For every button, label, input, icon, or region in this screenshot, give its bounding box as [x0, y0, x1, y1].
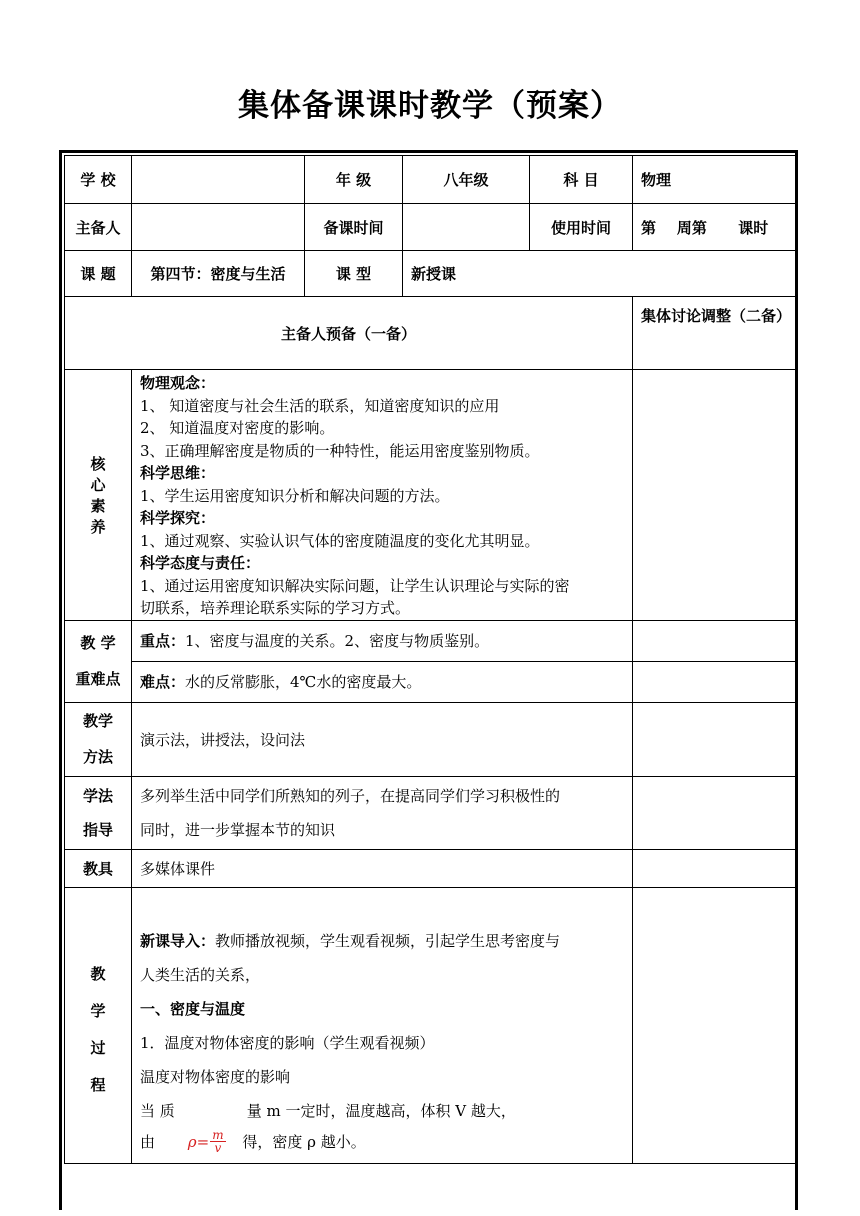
type-value: 新授课 [403, 251, 796, 297]
core-content [132, 370, 633, 621]
key-point: 重点：1、密度与温度的关系。2、密度与物质鉴别。 [132, 620, 633, 661]
intro-line-2: 人类生活的关系， [140, 965, 261, 984]
row-topic [65, 251, 796, 297]
process-item: 温度对物体密度的影响 [140, 1067, 291, 1086]
tools-adjust [633, 849, 796, 887]
core-line: 1、通过观察、实验认识气体的密度随温度的变化尤其明显。 [140, 531, 540, 550]
core-line: 科学探究： [140, 509, 216, 527]
subject-value: 物理 [633, 156, 796, 204]
row-section-headers [65, 297, 796, 370]
school-label: 学 校 [65, 156, 132, 204]
method-adjust [633, 702, 796, 776]
use-time-value: 第 周第 课时 [633, 204, 796, 251]
core-line: 1、通过运用密度知识解决实际问题，让学生认识理论与实际的密 [140, 576, 570, 595]
topic-label: 课 题 [65, 251, 132, 297]
preparer-value [132, 204, 305, 251]
lesson-plan-table [64, 155, 796, 1164]
process-item: 1．温度对物体密度的影响（学生观看视频） [140, 1033, 435, 1052]
use-time-label: 使用时间 [530, 204, 633, 251]
hard-point: 难点：水的反常膨胀，4℃水的密度最大。 [132, 661, 633, 702]
process-adjust [633, 887, 796, 1163]
process-content [132, 887, 633, 1163]
guidance-adjust [633, 776, 796, 849]
difficulty-label: 教 学 重难点 [65, 620, 132, 702]
subject-label: 科 目 [530, 156, 633, 204]
type-label: 课 型 [305, 251, 403, 297]
row-school [65, 156, 796, 204]
grade-label: 年 级 [305, 156, 403, 204]
core-line: 切联系，培养理论联系实际的学习方式。 [140, 599, 411, 617]
main-prep-header: 主备人预备（一备） [65, 297, 633, 370]
core-line: 物理观念： [140, 374, 216, 392]
process-line-b: 由 ρ= $\frac{m}{v}$ 得，密度 ρ 越小。 [140, 1128, 366, 1155]
intro-line: 新课导入：教师播放视频，学生观看视频，引起学生思考密度与 [140, 931, 561, 950]
core-line: 科学思维： [140, 464, 216, 482]
row-tools [65, 849, 796, 887]
row-method [65, 702, 796, 776]
row-preparer [65, 204, 796, 251]
guidance-text: 多列举生活中同学们所熟知的列子，在提高同学们学习积极性的 同时，进一步掌握本节的知识 [132, 776, 633, 849]
core-line: 科学态度与责任： [140, 554, 261, 572]
core-adjust [633, 370, 796, 621]
row-guidance [65, 776, 796, 849]
row-key-point [65, 620, 796, 661]
topic-value: 第四节：密度与生活 [132, 251, 305, 297]
core-line: 1、学生运用密度知识分析和解决问题的方法。 [140, 486, 450, 505]
process-label: 教 学 过 程 [65, 887, 132, 1163]
guidance-label: 学法 指导 [65, 776, 132, 849]
section-heading: 一、密度与温度 [140, 999, 246, 1018]
row-process [65, 887, 796, 1163]
tools-text: 多媒体课件 [132, 849, 633, 887]
method-label: 教学 方法 [65, 702, 132, 776]
process-line-a: 当 质 量 m 一定时，温度越高，体积 V 越大， [140, 1101, 516, 1120]
prep-time-value [403, 204, 530, 251]
preparer-label: 主备人 [65, 204, 132, 251]
school-value [132, 156, 305, 204]
core-line: 3、正确理解密度是物质的一种特性，能运用密度鉴别物质。 [140, 441, 540, 460]
core-line: 2、 知道温度对密度的影响。 [140, 419, 335, 437]
hard-point-adjust [633, 661, 796, 702]
key-point-adjust [633, 620, 796, 661]
method-text: 演示法，讲授法，设问法 [132, 702, 633, 776]
page-title: 集体备课课时教学（预案） [238, 88, 622, 124]
group-adjust-header: 集体讨论调整（二备） [633, 297, 796, 370]
density-formula: ρ= $\frac{m}{v}$ [187, 1128, 224, 1155]
prep-time-label: 备课时间 [305, 204, 403, 251]
tools-label: 教具 [65, 849, 132, 887]
row-hard-point [65, 661, 796, 702]
row-core [65, 370, 796, 621]
core-line: 1、 知道密度与社会生活的联系，知道密度知识的应用 [140, 396, 500, 415]
grade-value: 八年级 [403, 156, 530, 204]
core-label: 核 心 素 养 [65, 370, 132, 621]
